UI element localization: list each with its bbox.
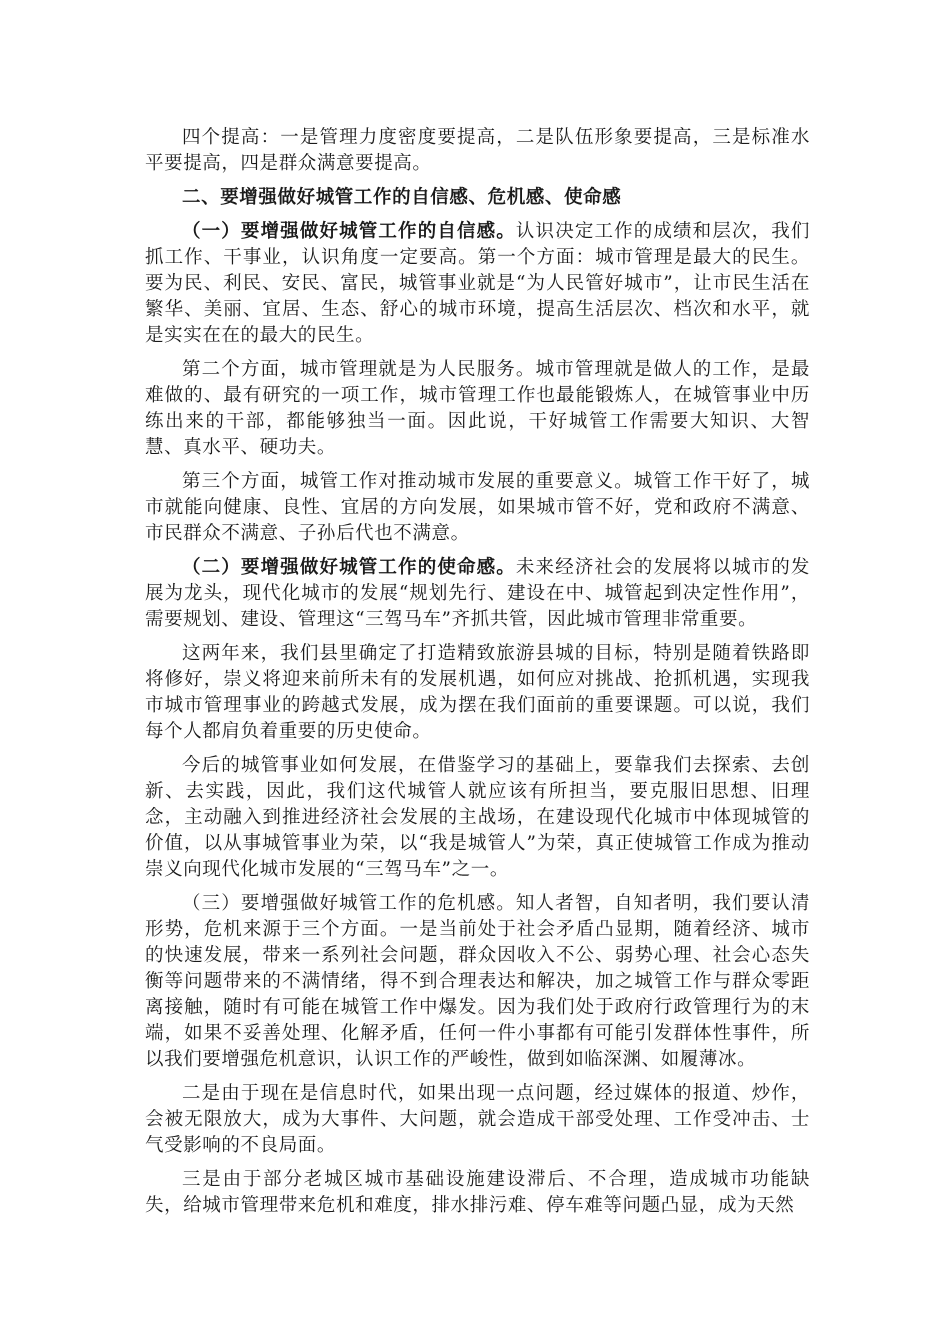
paragraph-third-aspect: 第三个方面，城管工作对推动城市发展的重要意义。城管工作干好了，城市就能向健康、良性、宜居的方向发展，如果城市管不好，党和政府不满意、市民群众不满意、子孙后代也不满意。 [145, 471, 810, 544]
paragraph-confidence-body: 认识决定工作的成绩和层次，我们抓工作、干事业，认识角度一定要高。第一个方面：城市管理是最大的民生。要为民、利民、安民、富民，城管事业就是“为人民管好城市”，让市民生活在繁华、美丽、宜居、生态、舒心的城市环境，提高生活层次、档次和水平，就是实实在在的最大的民生。 [145, 221, 810, 346]
paragraph-confidence [145, 219, 810, 349]
paragraph-crisis: （三）要增强做好城管工作的危机感。知人者智，自知者明，我们要认清形势，危机来源于三个方面。一是当前处于社会矛盾凸显期，随着经济、城市的快速发展，带来一系列社会问题，群众因收入不公、弱势心理、社会心态失衡等问题带来的不满情绪，得不到合理表达和解决，加之城管工作与群众零距离接触，随时有可能在城管工作中爆发。因为我们处于政府行政管理行为的末端，如果不妥善处理、化解矛盾，任何一件小事都有可能引发群体性事件，所以我们要增强危机意识，认识工作的严峻性，做到如临深渊、如履薄冰。 [145, 893, 810, 1070]
paragraph-two-years: 这两年来，我们县里确定了打造精致旅游县城的目标，特别是随着铁路即将修好，崇义将迎来前所未有的发展机遇，如何应对挑战、抢抓机遇，实现我市城市管理事业的跨越式发展，成为摆在我们面前的重要课题。可以说，我们每个人都肩负着重要的历史使命。 [145, 643, 810, 742]
subheading-confidence: （一）要增强做好城管工作的自信感。 [182, 221, 516, 242]
subheading-mission: （二）要增强做好城管工作的使命感。 [182, 557, 516, 578]
paragraph-mission [145, 555, 810, 633]
paragraph-information-age: 二是由于现在是信息时代，如果出现一点问题，经过媒体的报道、炒作，会被无限放大，成为大事件、大问题，就会造成干部受处理、工作受冲击、士气受影响的不良局面。 [145, 1083, 810, 1156]
paragraph-second-aspect: 第二个方面，城市管理就是为人民服务。城市管理就是做人的工作，是最难做的、最有研究的一项工作，城市管理工作也最能锻炼人，在城管事业中历练出来的干部，都能够独当一面。因此说，干好城管工作需要大知识、大智慧、真水平、硬功夫。 [145, 359, 810, 458]
paragraph-old-district: 三是由于部分老城区城市基础设施建设滞后、不合理，造成城市功能缺失，给城市管理带来危机和难度，排水排污难、停车难等问题凸显，成为天然 [145, 1169, 810, 1216]
paragraph-mission-body: 未来经济社会的发展将以城市的发展为龙头，现代化城市的发展“规划先行、建设在中、城管起到决定性作用”，需要规划、建设、管理这“三驾马车”齐抓共管，因此城市管理非常重要。 [145, 557, 810, 630]
paragraph-future: 今后的城管事业如何发展，在借鉴学习的基础上，要靠我们去探索、去创新、去实践，因此，我们这代城管人就应该有所担当，要克服旧思想、旧理念，主动融入到推进经济社会发展的主战场，在建设现代化城市中体现城管的价值，以从事城管事业为荣，以“我是城管人”为荣，真正使城管工作成为推动崇义向现代化城市发展的“三驾马车”之一。 [145, 755, 810, 880]
paragraph-four-improvements: 四个提高：一是管理力度密度要提高，二是队伍形象要提高，三是标准水平要提高，四是群众满意要提高。 [145, 127, 810, 174]
document-page [145, 125, 810, 1227]
section-heading: 二、要增强做好城管工作的自信感、危机感、使命感 [182, 187, 622, 208]
